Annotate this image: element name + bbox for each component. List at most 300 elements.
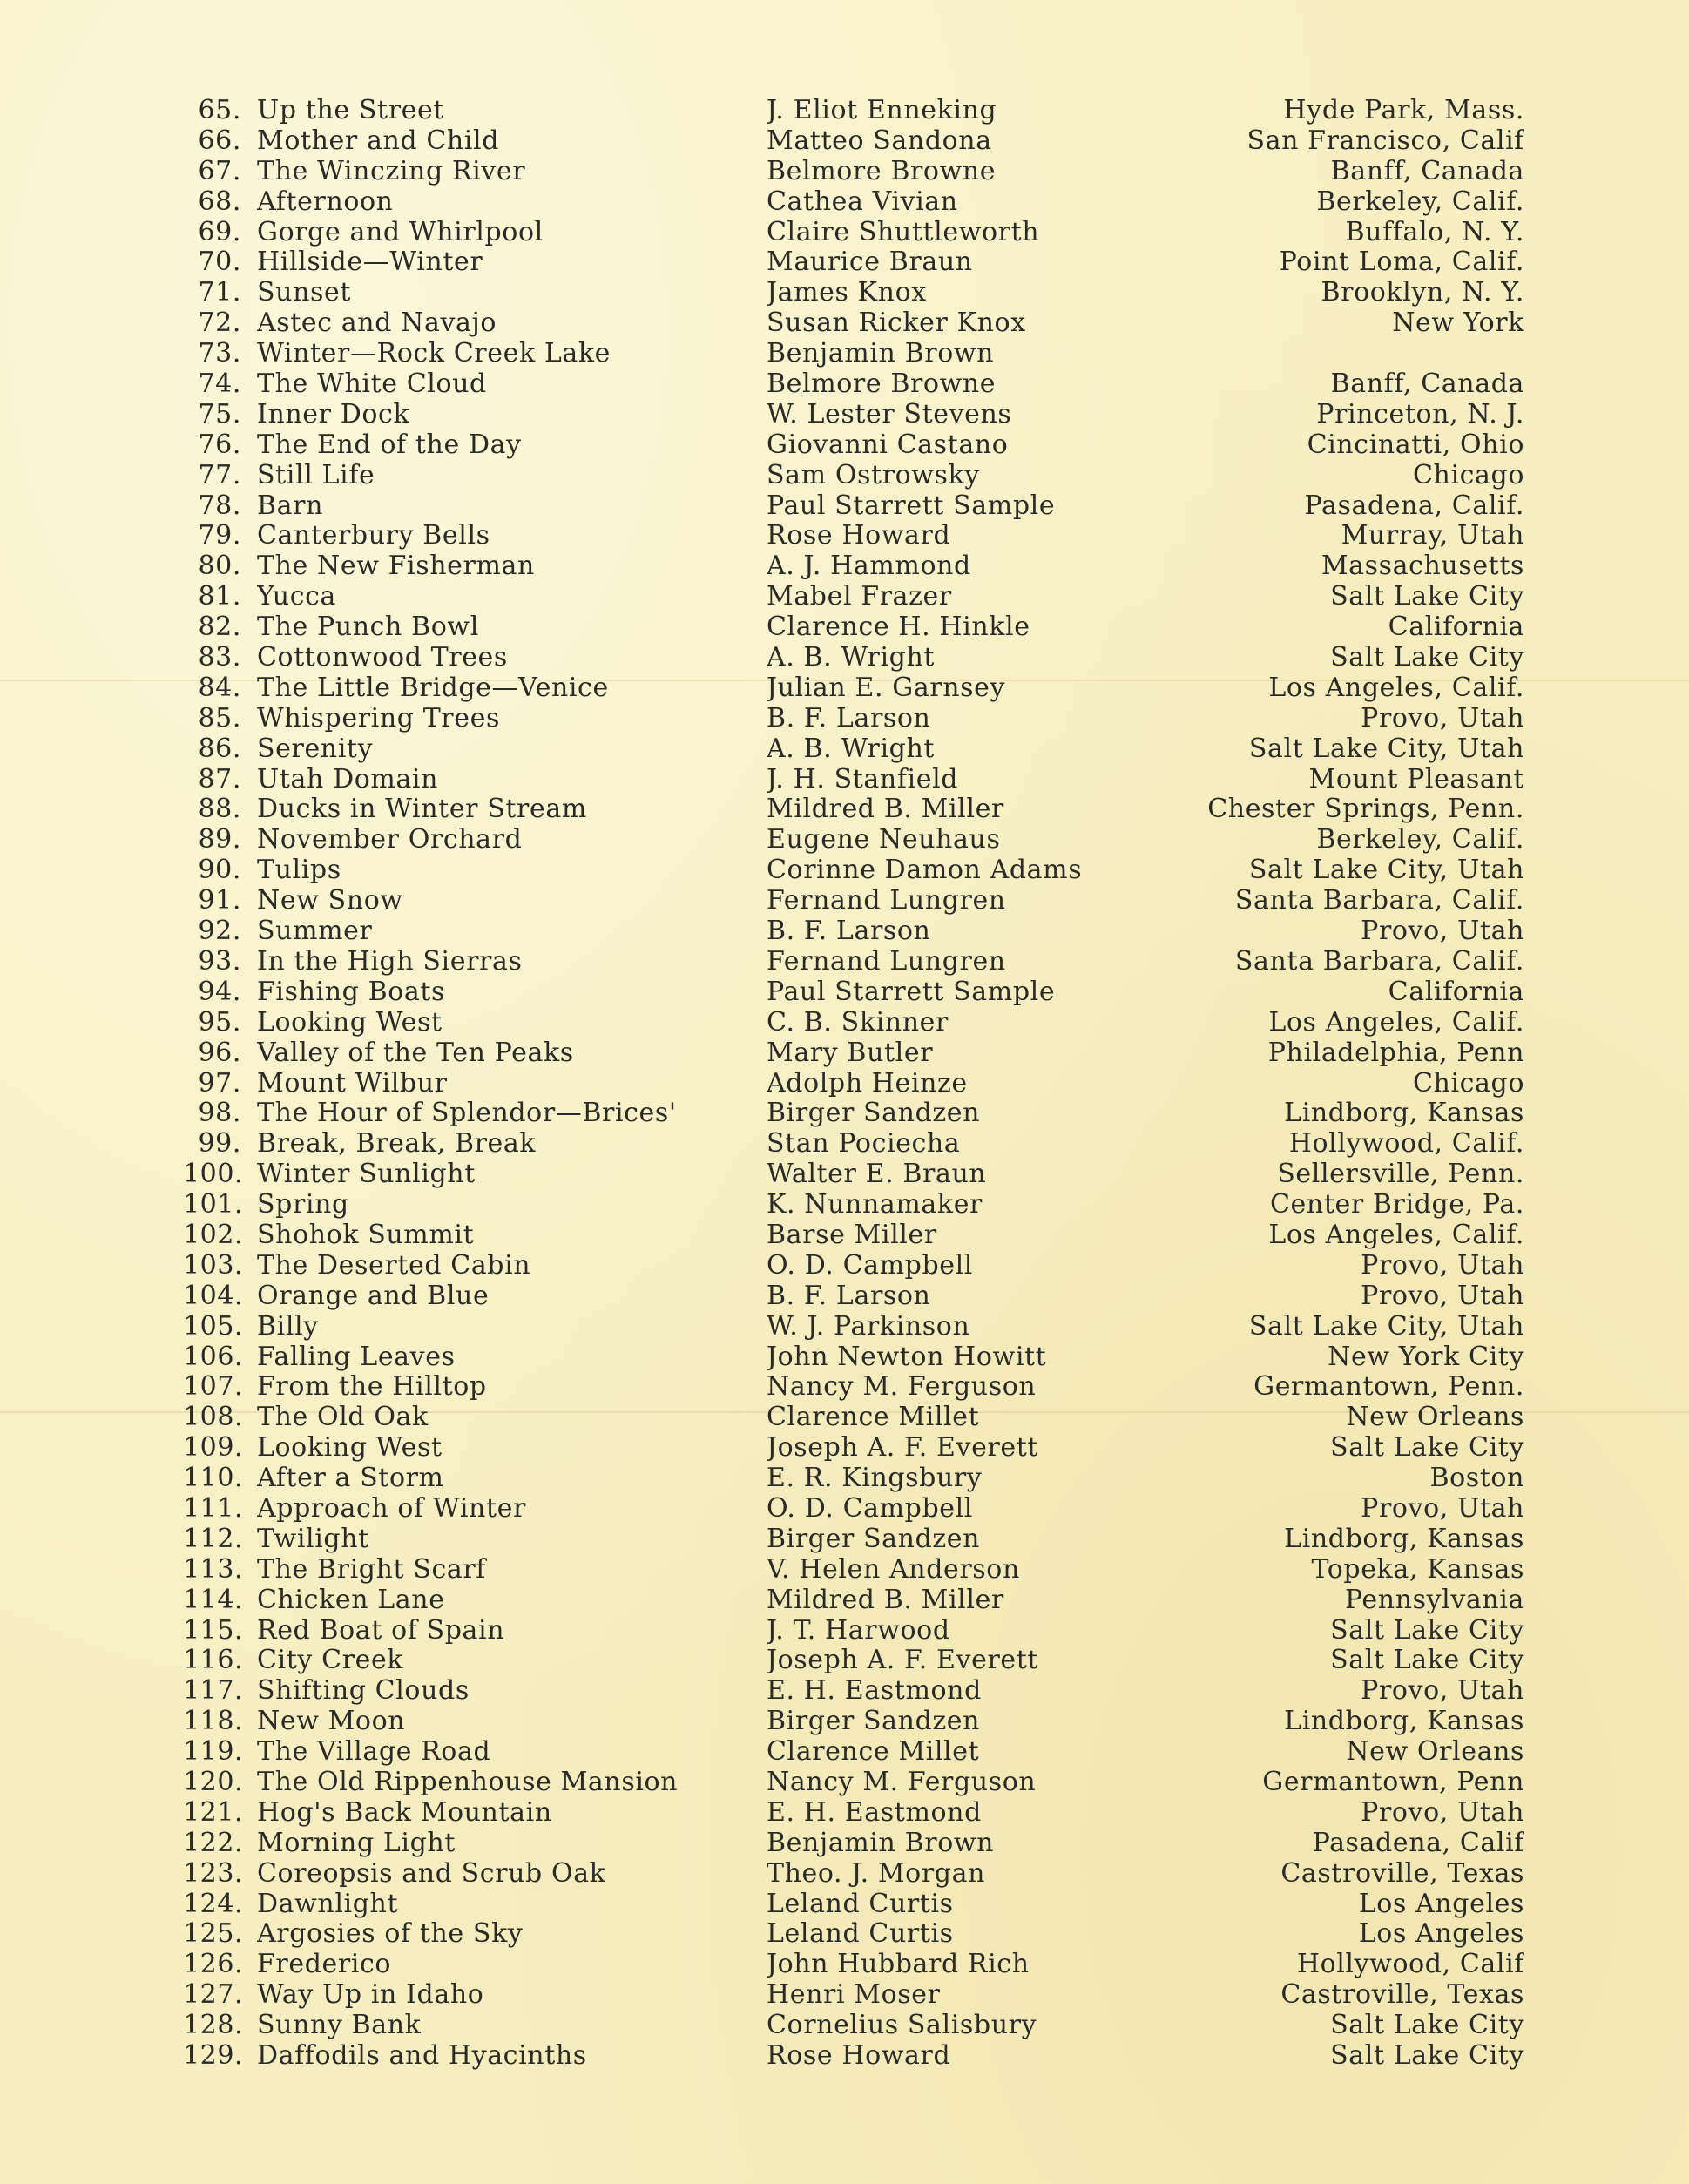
- entry-number: 95.: [198, 1006, 241, 1038]
- list-item: [183, 1129, 1524, 1160]
- painting-title: New Moon: [257, 1707, 406, 1737]
- artist-name: A. B. Wright: [767, 734, 936, 764]
- artist-location: Pasadena, Calif.: [1304, 490, 1524, 521]
- list-item: [183, 1798, 1524, 1829]
- painting-title: Canterbury Bells: [257, 521, 490, 551]
- artist-name: Mabel Frazer: [767, 582, 952, 612]
- painting-title: Fishing Boats: [257, 977, 446, 1007]
- artist-location: California: [1388, 612, 1524, 643]
- artist-name: John Newton Howitt: [767, 1342, 1047, 1372]
- entry-number: 81.: [198, 581, 241, 612]
- artist-name: Birger Sandzen: [767, 1524, 981, 1554]
- painting-title: The Deserted Cabin: [257, 1250, 531, 1281]
- painting-title: Way Up in Idaho: [257, 1980, 484, 2011]
- list-item: [183, 96, 1524, 126]
- artist-name: A. B. Wright: [767, 643, 936, 673]
- artist-name: Cornelius Salisbury: [767, 2011, 1037, 2041]
- artist-location: Berkeley, Calif.: [1316, 186, 1524, 217]
- list-item: [183, 126, 1524, 157]
- painting-title: Coreopsis and Scrub Oak: [257, 1858, 606, 1889]
- entry-number: 102.: [183, 1219, 244, 1250]
- entry-number: 122.: [183, 1827, 244, 1858]
- artist-name: Clarence Millet: [767, 1403, 980, 1433]
- artist-name: A. J. Hammond: [767, 551, 971, 582]
- entry-number: 127.: [183, 1979, 244, 2011]
- painting-title: The White Cloud: [257, 369, 487, 400]
- entry-number: 118.: [183, 1706, 244, 1737]
- artist-name: Giovanni Castano: [767, 429, 1009, 460]
- painting-title: Utah Domain: [257, 764, 439, 794]
- list-item: [183, 461, 1524, 491]
- artist-location: Philadelphia, Penn: [1267, 1038, 1524, 1068]
- entry-number: 112.: [183, 1523, 244, 1554]
- entry-number: 91.: [198, 885, 241, 916]
- artist-name: Julian E. Garnsey: [767, 673, 1006, 703]
- painting-title: Falling Leaves: [257, 1342, 456, 1372]
- list-item: [183, 643, 1524, 673]
- painting-title: Winter Sunlight: [257, 1160, 476, 1190]
- list-item: [183, 400, 1524, 430]
- artist-location: Provo, Utah: [1361, 1493, 1524, 1524]
- artist-name: Nancy M. Ferguson: [767, 1767, 1037, 1797]
- entry-number: 85.: [198, 702, 241, 734]
- entry-number: 97.: [198, 1067, 241, 1099]
- painting-title: Argosies of the Sky: [257, 1919, 524, 1950]
- list-item: [183, 339, 1524, 369]
- artist-name: J. Eliot Enneking: [767, 96, 997, 125]
- artist-name: O. D. Campbell: [767, 1250, 974, 1281]
- list-item: [183, 582, 1524, 612]
- artist-location: Provo, Utah: [1361, 703, 1524, 734]
- list-item: [183, 1859, 1524, 1890]
- painting-title: The Old Rippenhouse Mansion: [257, 1767, 679, 1797]
- list-item: [183, 308, 1524, 339]
- painting-title: Shohok Summit: [257, 1220, 475, 1250]
- list-item: [183, 1281, 1524, 1312]
- list-item: [183, 1099, 1524, 1129]
- painting-title: The New Fisherman: [257, 551, 535, 582]
- entry-number: 109.: [183, 1432, 244, 1464]
- entry-number: 124.: [183, 1888, 244, 1919]
- artist-name: Fernand Lungren: [767, 886, 1006, 916]
- entry-number: 76.: [198, 429, 241, 460]
- artist-name: Benjamin Brown: [767, 339, 995, 369]
- painting-title: The Village Road: [257, 1737, 491, 1768]
- artist-location: Banff, Canada: [1330, 156, 1524, 186]
- artist-location: Los Angeles: [1358, 1919, 1524, 1950]
- entry-number: 71.: [198, 277, 241, 308]
- entry-number: 65.: [198, 95, 241, 125]
- list-item: [183, 521, 1524, 551]
- artist-location: Los Angeles, Calif.: [1268, 1220, 1524, 1250]
- entry-number: 108.: [183, 1402, 244, 1433]
- entry-number: 110.: [183, 1463, 244, 1494]
- painting-title: Mother and Child: [257, 125, 500, 156]
- list-item: [183, 247, 1524, 278]
- artist-name: Belmore Browne: [767, 369, 997, 400]
- artist-name: J. T. Harwood: [767, 1615, 950, 1646]
- artist-name: Corinne Damon Adams: [767, 855, 1083, 886]
- list-item: [183, 886, 1524, 916]
- artist-location: Salt Lake City: [1330, 2011, 1524, 2041]
- artist-name: B. F. Larson: [767, 1281, 931, 1311]
- painting-title: Mount Wilbur: [257, 1068, 448, 1099]
- entry-number: 114.: [183, 1584, 244, 1615]
- painting-title: Summer: [257, 916, 373, 947]
- entry-number: 88.: [198, 794, 241, 825]
- list-item: [183, 1342, 1524, 1373]
- painting-title: Gorge and Whirlpool: [257, 217, 544, 247]
- list-item: [183, 157, 1524, 187]
- entry-number: 70.: [198, 247, 241, 278]
- artist-name: Leland Curtis: [767, 1889, 954, 1919]
- entry-number: 107.: [183, 1371, 244, 1403]
- entry-number: 73.: [198, 338, 241, 369]
- artist-location: Provo, Utah: [1361, 916, 1524, 947]
- painting-title: Yucca: [257, 582, 337, 612]
- artist-location: Los Angeles, Calif.: [1268, 1007, 1524, 1038]
- entry-number: 75.: [198, 398, 241, 429]
- entry-number: 103.: [183, 1249, 244, 1281]
- painting-title: After a Storm: [257, 1464, 444, 1494]
- entry-number: 100.: [183, 1159, 244, 1190]
- artist-location: Salt Lake City, Utah: [1248, 855, 1524, 886]
- artist-name: K. Nunnamaker: [767, 1190, 983, 1220]
- entry-number: 123.: [183, 1857, 244, 1889]
- list-item: [183, 1251, 1524, 1281]
- painting-title: Break, Break, Break: [257, 1129, 537, 1160]
- entry-number: 120.: [183, 1766, 244, 1797]
- list-item: [183, 1555, 1524, 1586]
- list-item: [183, 1525, 1524, 1555]
- painting-list: [183, 96, 1524, 2072]
- entry-number: 111.: [183, 1492, 244, 1524]
- painting-title: The Winczing River: [257, 156, 526, 186]
- artist-location: Los Angeles: [1358, 1889, 1524, 1919]
- artist-name: Eugene Neuhaus: [767, 825, 1001, 855]
- list-item: [183, 704, 1524, 734]
- entry-number: 80.: [198, 551, 241, 582]
- entry-number: 72.: [198, 308, 241, 339]
- artist-name: Birger Sandzen: [767, 1707, 981, 1737]
- artist-location: Salt Lake City: [1330, 1646, 1524, 1676]
- artist-name: J. H. Stanfield: [767, 764, 959, 794]
- artist-name: Belmore Browne: [767, 156, 997, 186]
- painting-title: Twilight: [257, 1524, 369, 1554]
- artist-name: C. B. Skinner: [767, 1007, 949, 1038]
- artist-location: Salt Lake City: [1330, 1615, 1524, 1646]
- painting-title: Sunset: [257, 278, 351, 308]
- list-item: [183, 369, 1524, 400]
- artist-location: Pasadena, Calif: [1312, 1828, 1524, 1858]
- entry-number: 99.: [198, 1128, 241, 1160]
- artist-name: O. D. Campbell: [767, 1493, 974, 1524]
- painting-title: Shifting Clouds: [257, 1676, 470, 1707]
- list-item: [183, 855, 1524, 886]
- painting-title: Looking West: [257, 1007, 443, 1038]
- artist-location: Cincinatti, Ohio: [1307, 429, 1524, 460]
- painting-title: Afternoon: [257, 186, 394, 217]
- entry-number: 79.: [198, 520, 241, 551]
- list-item: [183, 734, 1524, 765]
- entry-number: 78.: [198, 490, 241, 521]
- artist-location: Brooklyn, N. Y.: [1321, 278, 1524, 308]
- artist-name: E. H. Eastmond: [767, 1676, 982, 1707]
- list-item: [183, 1829, 1524, 1859]
- list-item: [183, 1494, 1524, 1525]
- artist-name: Theo. J. Morgan: [767, 1858, 985, 1889]
- list-item: [183, 187, 1524, 218]
- list-item: [183, 1646, 1524, 1676]
- artist-location: Chester Springs, Penn.: [1207, 794, 1524, 825]
- list-item: [183, 1890, 1524, 1920]
- list-item: [183, 491, 1524, 522]
- entry-number: 87.: [198, 763, 241, 794]
- artist-location: Castroville, Texas: [1280, 1980, 1524, 2011]
- artist-name: B. F. Larson: [767, 703, 931, 734]
- artist-location: New Orleans: [1346, 1737, 1524, 1768]
- list-item: [183, 1433, 1524, 1464]
- list-item: [183, 612, 1524, 643]
- list-item: [183, 1768, 1524, 1798]
- entry-number: 119.: [183, 1736, 244, 1768]
- list-item: [183, 1008, 1524, 1038]
- painting-title: Serenity: [257, 734, 374, 764]
- artist-name: E. H. Eastmond: [767, 1797, 982, 1828]
- painting-title: Red Boat of Spain: [257, 1615, 505, 1646]
- entry-number: 93.: [198, 945, 241, 977]
- painting-title: Approach of Winter: [257, 1493, 526, 1524]
- artist-name: B. F. Larson: [767, 916, 931, 947]
- list-item: [183, 916, 1524, 947]
- artist-name: Cathea Vivian: [767, 186, 958, 217]
- artist-name: John Hubbard Rich: [767, 1950, 1030, 1980]
- artist-name: W. Lester Stevens: [767, 399, 1012, 429]
- artist-location: California: [1388, 977, 1524, 1007]
- entry-number: 92.: [198, 916, 241, 947]
- artist-location: Boston: [1429, 1464, 1524, 1494]
- artist-name: Clarence H. Hinkle: [767, 612, 1030, 643]
- painting-title: From the Hilltop: [257, 1372, 487, 1403]
- list-item: [183, 977, 1524, 1008]
- list-item: [183, 1038, 1524, 1069]
- list-item: [183, 794, 1524, 825]
- artist-name: Paul Starrett Sample: [767, 490, 1056, 521]
- entry-number: 101.: [183, 1189, 244, 1220]
- entry-number: 117.: [183, 1675, 244, 1707]
- artist-name: Stan Pociecha: [767, 1129, 961, 1160]
- painting-title: The Little Bridge—Venice: [257, 673, 609, 703]
- artist-name: Mary Butler: [767, 1038, 934, 1068]
- list-item: [183, 278, 1524, 308]
- entry-number: 86.: [198, 733, 241, 764]
- artist-location: Chicago: [1412, 460, 1524, 490]
- artist-name: Nancy M. Ferguson: [767, 1372, 1037, 1403]
- entry-number: 89.: [198, 824, 241, 855]
- painting-title: Looking West: [257, 1433, 443, 1464]
- painting-title: Ducks in Winter Stream: [257, 794, 587, 825]
- artist-location: Santa Barbara, Calif.: [1234, 886, 1524, 916]
- artist-location: San Francisco, Calif: [1246, 125, 1524, 156]
- artist-name: Susan Ricker Knox: [767, 308, 1026, 339]
- list-item: [183, 1676, 1524, 1707]
- artist-name: Adolph Heinze: [767, 1068, 968, 1099]
- entry-number: 90.: [198, 855, 241, 886]
- artist-location: Hyde Park, Mass.: [1283, 96, 1524, 125]
- painting-title: The Bright Scarf: [257, 1554, 487, 1585]
- artist-location: Hollywood, Calif: [1296, 1950, 1524, 1980]
- artist-location: Mount Pleasant: [1308, 764, 1524, 794]
- entry-number: 84.: [198, 672, 241, 703]
- artist-location: Massachusetts: [1321, 551, 1524, 582]
- entry-number: 68.: [198, 186, 241, 217]
- artist-name: Joseph A. F. Everett: [767, 1433, 1039, 1464]
- list-item: [183, 1190, 1524, 1220]
- artist-name: Rose Howard: [767, 2041, 951, 2071]
- artist-location: Salt Lake City, Utah: [1248, 1311, 1524, 1342]
- artist-name: Fernand Lungren: [767, 946, 1006, 977]
- painting-title: Spring: [257, 1190, 349, 1220]
- painting-title: Inner Dock: [257, 399, 410, 429]
- list-item: [183, 825, 1524, 855]
- artist-location: Berkeley, Calif.: [1316, 825, 1524, 855]
- artist-location: Lindborg, Kansas: [1284, 1524, 1524, 1554]
- artist-location: Lindborg, Kansas: [1284, 1099, 1524, 1129]
- entry-number: 128.: [183, 2010, 244, 2041]
- list-item: [183, 1160, 1524, 1190]
- painting-title: Frederico: [257, 1950, 392, 1980]
- artist-location: Los Angeles, Calif.: [1268, 673, 1524, 703]
- artist-location: Murray, Utah: [1341, 521, 1524, 551]
- list-item: [183, 2041, 1524, 2072]
- entry-number: 106.: [183, 1341, 244, 1372]
- artist-name: Sam Ostrowsky: [767, 460, 980, 490]
- list-item: [183, 1464, 1524, 1494]
- entry-number: 115.: [183, 1614, 244, 1646]
- artist-name: Rose Howard: [767, 521, 951, 551]
- painting-title: The Hour of Splendor—Brices': [257, 1099, 677, 1129]
- painting-title: Hog's Back Mountain: [257, 1797, 552, 1828]
- artist-name: Walter E. Braun: [767, 1160, 987, 1190]
- artist-location: New York: [1392, 308, 1524, 339]
- entry-number: 77.: [198, 459, 241, 490]
- painting-title: Valley of the Ten Peaks: [257, 1038, 574, 1068]
- entry-number: 121.: [183, 1796, 244, 1828]
- list-item: [183, 1403, 1524, 1433]
- painting-title: Orange and Blue: [257, 1281, 490, 1311]
- list-item: [183, 1950, 1524, 1980]
- artist-location: Banff, Canada: [1330, 369, 1524, 400]
- painting-title: Whispering Trees: [257, 703, 500, 734]
- artist-location: New Orleans: [1346, 1403, 1524, 1433]
- artist-name: Mildred B. Miller: [767, 794, 1004, 825]
- painting-title: Hillside—Winter: [257, 247, 483, 278]
- list-item: [183, 1737, 1524, 1768]
- artist-location: Provo, Utah: [1361, 1797, 1524, 1828]
- painting-title: Dawnlight: [257, 1889, 399, 1919]
- painting-title: Morning Light: [257, 1828, 456, 1858]
- entry-number: 126.: [183, 1949, 244, 1980]
- artist-name: James Knox: [767, 278, 927, 308]
- artist-location: Provo, Utah: [1361, 1281, 1524, 1311]
- entry-number: 69.: [198, 216, 241, 247]
- painting-title: Still Life: [257, 460, 375, 490]
- painting-title: Billy: [257, 1311, 319, 1342]
- artist-name: Joseph A. F. Everett: [767, 1646, 1039, 1676]
- artist-location: Buffalo, N. Y.: [1345, 217, 1524, 247]
- entry-number: 125.: [183, 1918, 244, 1950]
- painting-title: New Snow: [257, 886, 403, 916]
- painting-title: Sunny Bank: [257, 2011, 422, 2041]
- list-item: [183, 947, 1524, 977]
- artist-location: Castroville, Texas: [1280, 1858, 1524, 1889]
- artist-name: Barse Miller: [767, 1220, 937, 1250]
- painting-title: City Creek: [257, 1646, 404, 1676]
- list-item: [183, 765, 1524, 795]
- list-item: [183, 1220, 1524, 1251]
- artist-name: Benjamin Brown: [767, 1828, 995, 1858]
- artist-location: Salt Lake City: [1330, 582, 1524, 612]
- entry-number: 74.: [198, 369, 241, 400]
- list-item: [183, 1586, 1524, 1616]
- painting-title: Barn: [257, 490, 323, 521]
- artist-location: Center Bridge, Pa.: [1270, 1190, 1524, 1220]
- entry-number: 66.: [198, 125, 241, 156]
- painting-title: Chicken Lane: [257, 1585, 445, 1615]
- painting-title: In the High Sierras: [257, 946, 523, 977]
- painting-title: Cottonwood Trees: [257, 643, 508, 673]
- entry-number: 104.: [183, 1280, 244, 1311]
- entry-number: 98.: [198, 1098, 241, 1129]
- artist-location: Topeka, Kansas: [1311, 1554, 1524, 1585]
- entry-number: 96.: [198, 1037, 241, 1068]
- list-item: [183, 1980, 1524, 2011]
- painting-title: The Punch Bowl: [257, 612, 479, 643]
- artist-name: Paul Starrett Sample: [767, 977, 1056, 1007]
- artist-location: Chicago: [1412, 1068, 1524, 1099]
- painting-title: The End of the Day: [257, 429, 522, 460]
- entry-number: 67.: [198, 155, 241, 186]
- list-item: [183, 218, 1524, 248]
- painting-title: The Old Oak: [257, 1403, 429, 1433]
- entry-number: 113.: [183, 1553, 244, 1585]
- artist-location: New York City: [1328, 1342, 1524, 1372]
- painting-title: Tulips: [257, 855, 341, 886]
- list-item: [183, 1616, 1524, 1646]
- list-item: [183, 1312, 1524, 1342]
- list-item: [183, 1069, 1524, 1099]
- artist-location: Germantown, Penn: [1262, 1767, 1524, 1797]
- entry-number: 129.: [183, 2040, 244, 2071]
- artist-name: Henri Moser: [767, 1980, 941, 2011]
- artist-location: Santa Barbara, Calif.: [1234, 946, 1524, 977]
- list-item: [183, 2011, 1524, 2041]
- artist-location: Salt Lake City: [1330, 643, 1524, 673]
- entry-number: 94.: [198, 976, 241, 1007]
- artist-location: Point Loma, Calif.: [1279, 247, 1524, 278]
- list-item: [183, 551, 1524, 582]
- list-item: [183, 673, 1524, 704]
- entry-number: 116.: [183, 1645, 244, 1676]
- list-item: [183, 1707, 1524, 1737]
- artist-location: Germantown, Penn.: [1253, 1372, 1524, 1403]
- painting-title: November Orchard: [257, 825, 523, 855]
- artist-name: Claire Shuttleworth: [767, 217, 1040, 247]
- artist-location: Provo, Utah: [1361, 1250, 1524, 1281]
- artist-location: Sellersville, Penn.: [1277, 1160, 1524, 1190]
- artist-name: Matteo Sandona: [767, 125, 992, 156]
- entry-number: 105.: [183, 1310, 244, 1342]
